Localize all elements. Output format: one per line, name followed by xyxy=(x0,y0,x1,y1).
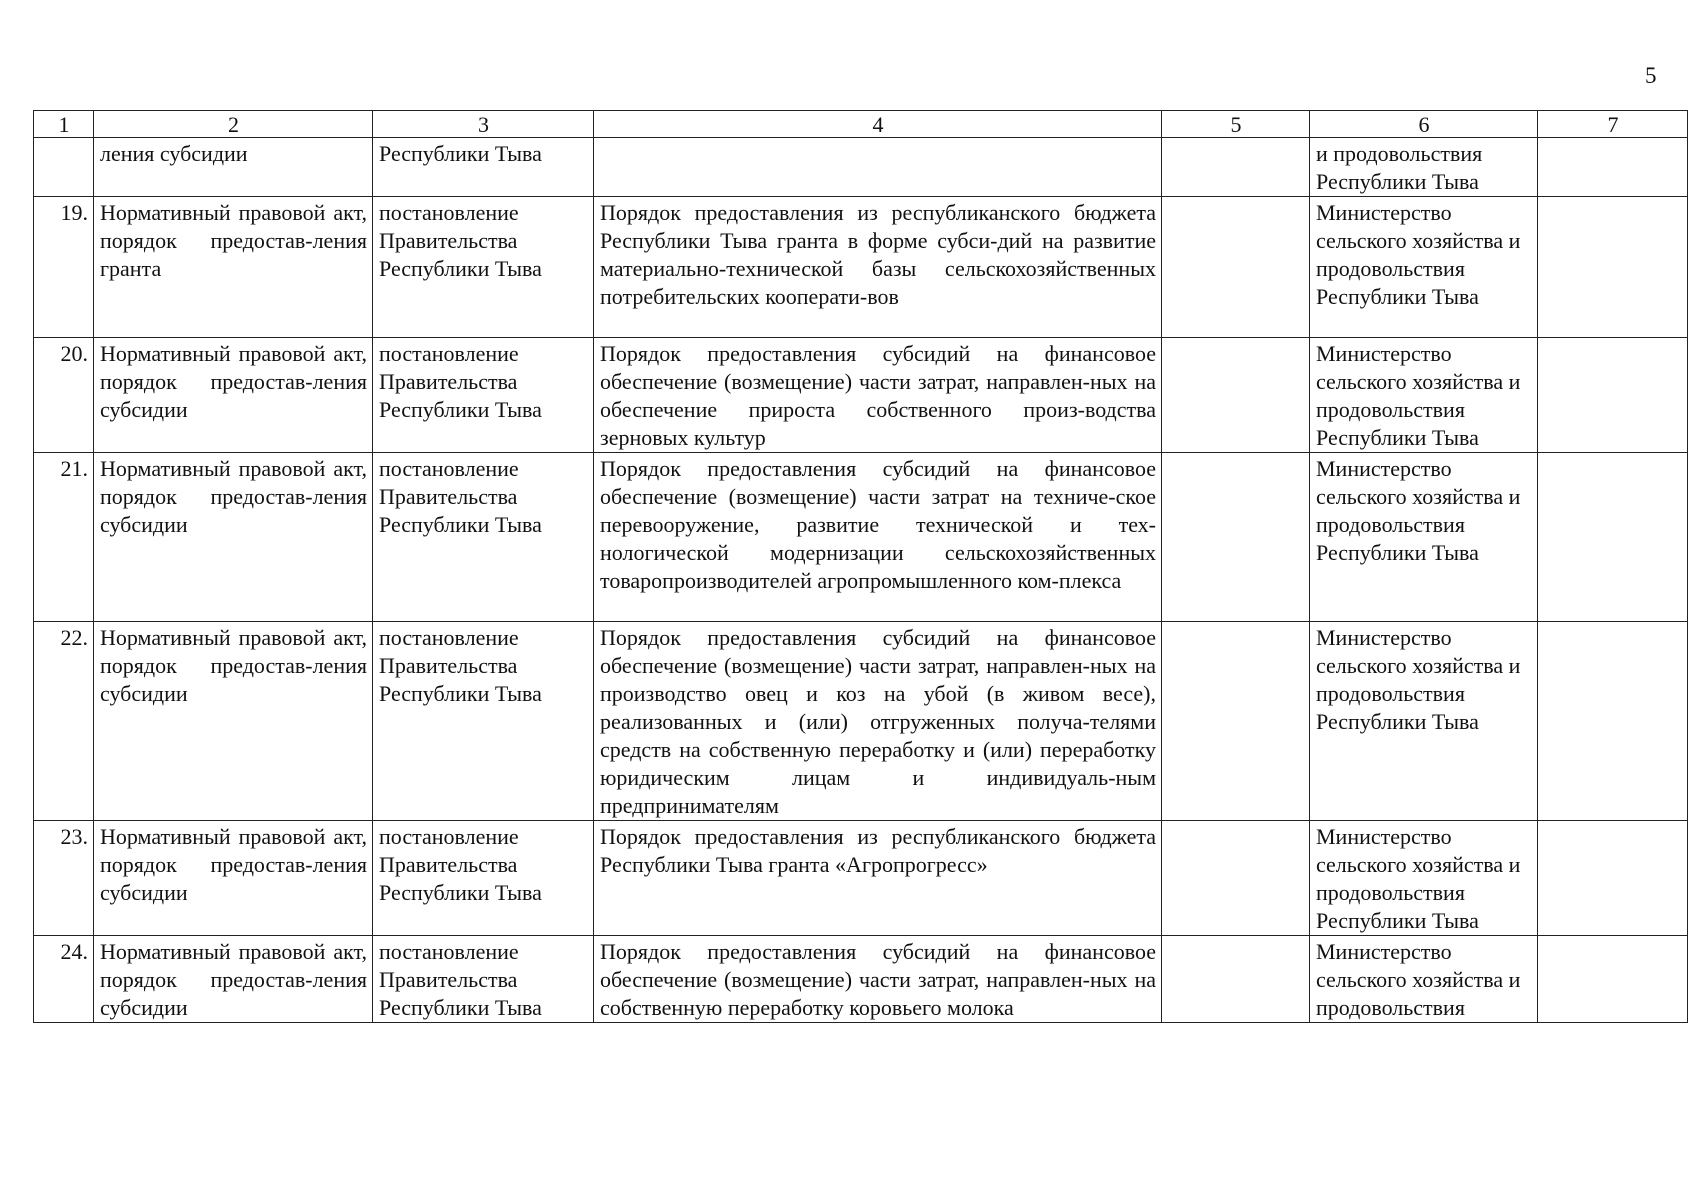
act-name: Порядок предоставления субсидий на финансовое обеспечение (возмещение) части затрат на техниче-ское перевооружение, развитие технической и тех-нологической модернизации сельскохозяйственных товаропроизводителей агропромышленного ком-плекса xyxy=(594,453,1162,622)
act-executor: Министерство сельского хозяйства и продовольствия Республики Тыва xyxy=(1310,338,1538,453)
col-header-1: 1 xyxy=(34,111,94,138)
act-name xyxy=(594,138,1162,197)
act-date xyxy=(1162,622,1310,821)
table-row xyxy=(34,821,1688,936)
act-executor: Министерство сельского хозяйства и продовольствия Республики Тыва xyxy=(1310,197,1538,338)
act-date xyxy=(1162,821,1310,936)
act-form: постановление Правительства Республики Тыва xyxy=(373,821,594,936)
act-date xyxy=(1162,936,1310,1023)
row-number: 22. xyxy=(34,622,94,821)
header-row xyxy=(34,111,1688,138)
act-form: постановление Правительства Республики Тыва xyxy=(373,453,594,622)
table-row xyxy=(34,138,1688,197)
act-form: Республики Тыва xyxy=(373,138,594,197)
act-form: постановление Правительства Республики Тыва xyxy=(373,622,594,821)
act-type: Нормативный правовой акт, порядок предостав-ления субсидии xyxy=(94,821,373,936)
row-number xyxy=(34,138,94,197)
col-header-4: 4 xyxy=(594,111,1162,138)
act-name: Порядок предоставления из республиканского бюджета Республики Тыва гранта «Агропрогресс» xyxy=(594,821,1162,936)
act-type: Нормативный правовой акт, порядок предостав-ления субсидии xyxy=(94,936,373,1023)
regulations-table xyxy=(33,110,1688,1023)
act-note xyxy=(1538,197,1688,338)
row-number: 19. xyxy=(34,197,94,338)
table-row xyxy=(34,338,1688,453)
act-type: Нормативный правовой акт, порядок предостав-ления субсидии xyxy=(94,338,373,453)
row-number: 21. xyxy=(34,453,94,622)
act-name: Порядок предоставления субсидий на финансовое обеспечение (возмещение) части затрат, направлен-ных на собственную переработку коровьего молока xyxy=(594,936,1162,1023)
act-form: постановление Правительства Республики Тыва xyxy=(373,197,594,338)
act-note xyxy=(1538,338,1688,453)
act-note xyxy=(1538,821,1688,936)
act-name: Порядок предоставления субсидий на финансовое обеспечение (возмещение) части затрат, направлен-ных на обеспечение прироста собственного произ-водства зерновых культур xyxy=(594,338,1162,453)
act-executor: Министерство сельского хозяйства и продовольствия Республики Тыва xyxy=(1310,622,1538,821)
act-date xyxy=(1162,338,1310,453)
act-form: постановление Правительства Республики Тыва xyxy=(373,338,594,453)
act-type: Нормативный правовой акт, порядок предостав-ления гранта xyxy=(94,197,373,338)
act-note xyxy=(1538,936,1688,1023)
col-header-2: 2 xyxy=(94,111,373,138)
row-number: 24. xyxy=(34,936,94,1023)
col-header-5: 5 xyxy=(1162,111,1310,138)
col-header-6: 6 xyxy=(1310,111,1538,138)
act-note xyxy=(1538,622,1688,821)
table-row xyxy=(34,622,1688,821)
act-name: Порядок предоставления из республиканского бюджета Республики Тыва гранта в форме субси-дий на развитие материально-технической базы сельскохозяйственных потребительских кооперати-вов xyxy=(594,197,1162,338)
act-executor: Министерство сельского хозяйства и продовольствия Республики Тыва xyxy=(1310,453,1538,622)
table-row xyxy=(34,936,1688,1023)
act-executor: и продовольствия Республики Тыва xyxy=(1310,138,1538,197)
table-row xyxy=(34,197,1688,338)
table-row xyxy=(34,453,1688,622)
row-number: 20. xyxy=(34,338,94,453)
row-number: 23. xyxy=(34,821,94,936)
act-date xyxy=(1162,138,1310,197)
act-name: Порядок предоставления субсидий на финансовое обеспечение (возмещение) части затрат, направлен-ных на производство овец и коз на убой (в живом весе), реализованных и (или) отгруженных получа-телями средств на собственную переработку и (или) переработку юридическим лицам и индивидуаль-ным предпринимателям xyxy=(594,622,1162,821)
act-executor: Министерство сельского хозяйства и продовольствия xyxy=(1310,936,1538,1023)
act-type: Нормативный правовой акт, порядок предостав-ления субсидии xyxy=(94,622,373,821)
act-form: постановление Правительства Республики Тыва xyxy=(373,936,594,1023)
act-date xyxy=(1162,197,1310,338)
col-header-3: 3 xyxy=(373,111,594,138)
act-date xyxy=(1162,453,1310,622)
act-type: Нормативный правовой акт, порядок предостав-ления субсидии xyxy=(94,453,373,622)
act-note xyxy=(1538,453,1688,622)
act-type: ления субсидии xyxy=(94,138,373,197)
col-header-7: 7 xyxy=(1538,111,1688,138)
act-executor: Министерство сельского хозяйства и продовольствия Республики Тыва xyxy=(1310,821,1538,936)
act-note xyxy=(1538,138,1688,197)
page-number: 5 xyxy=(1645,63,1657,88)
